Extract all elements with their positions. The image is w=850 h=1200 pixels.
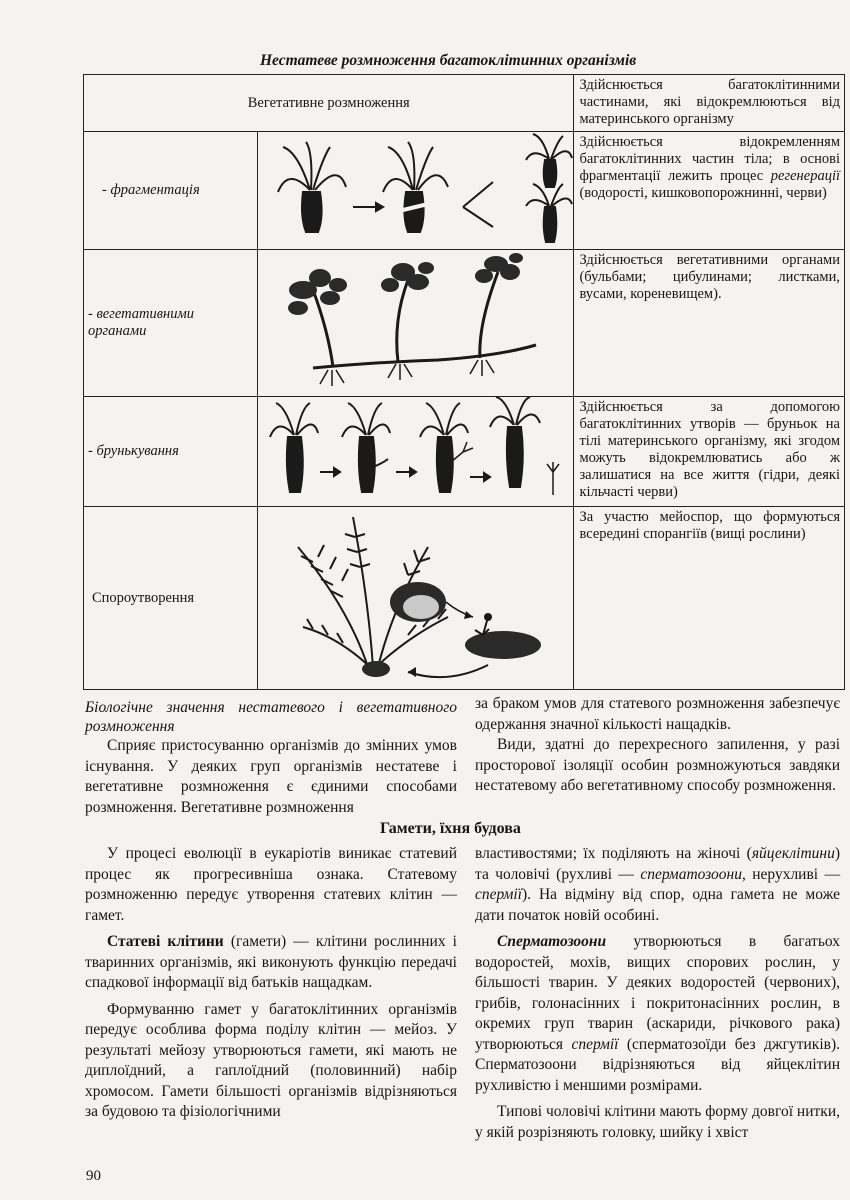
gametes-term-sex-cells: Статеві клітини: [107, 933, 224, 950]
row-sporulation-name: [84, 507, 258, 690]
gametes-right-p1-a: властивостями; їх поділяють на жіночі (: [475, 845, 752, 862]
row-sporulation-label: Спороутворення: [92, 589, 195, 606]
bio-significance-right: [475, 694, 840, 797]
bio-significance-right-p2: Види, здатні до перехресного запилення, у разі просторової ізоляції особин розмножуються завдяки нестатевому або вегетативному способу розмноження.: [475, 736, 840, 794]
bio-significance-left-text: Сприяє пристосуванню організмів до змінних умов існування. У деяких груп організмів нестатеве і вегетативне розмноження є єдиними способами розмноження. Вегетативне розмноження: [85, 737, 457, 816]
row-sporulation-desc: За участю мейоспор, що формуються всередині спорангіїв (вищі рослини): [574, 507, 845, 690]
gametes-right-column: [475, 844, 840, 1143]
gametes-right-p1-e: , нерухливі —: [741, 865, 840, 883]
row-vegetative-name: [84, 75, 574, 132]
row-budding-name: [84, 397, 258, 507]
row-vegetative-label: Вегетативне розмноження: [247, 94, 410, 111]
row-organs-label-1: - вегетативними: [88, 306, 194, 322]
vegetative-organs-illustration: [258, 250, 574, 397]
gametes-left-p2-rest: (гамети) — клітини рослинних і тваринних організмів, які виконують функцію передачі спадкової інформації від батьків нащадкам.: [85, 933, 457, 991]
gametes-term-spermatozoa-bold: Сперматозоони: [497, 933, 607, 950]
row-budding-desc: Здійснюється за допомогою багатоклітинних утворів — бруньок на тілі материнського організму, які згодом можуть відокремлюватись або ж залишатися на все життя (гідри, деякі кільчасті черви): [574, 397, 845, 507]
gametes-term-eggs: яйцеклітини: [751, 845, 835, 862]
gametes-right-p3: Типові чоловічі клітини мають форму довгої нитки, у якій розрізняють головку, шийку і хвіст: [475, 1103, 840, 1141]
stolon-plant-drawing: [258, 250, 573, 395]
row-vegetative-desc: Здійснюється багатоклітинними частинами, які відокремлюються від материнського організму: [574, 75, 845, 132]
bio-significance-right-p1: за браком умов для статевого розмноження забезпечує одержання значної кількості нащадків.: [475, 695, 840, 733]
gametes-right-p1-c: ) та чоловічі (рухливі —: [475, 845, 840, 883]
table-title: Нестатеве розмноження багатоклітинних організмів: [260, 52, 637, 69]
budding-illustration: [258, 397, 574, 507]
sporulation-illustration: [258, 507, 574, 690]
bio-significance-heading: Біологічне значення нестатевого і вегетативного розмноження: [85, 699, 457, 735]
row-fragmentation-label: - фрагментація: [102, 182, 200, 198]
row-fragmentation-name: [84, 132, 258, 250]
fragmentation-desc-a: Здійснюється відокремленням багатоклітинних частин тіла; в основі фрагментації лежить процес: [579, 134, 840, 184]
fragmentation-desc-b: (водорості, кишковопорожнинні, черви): [579, 185, 827, 201]
gametes-right-p2-c: (сперматозоїди без джгутиків). Сперматозоони відрізняються від яйцеклітин рухливістю і меншими розмірами.: [475, 1035, 840, 1094]
gametes-right-p1-g: ). На відміну від спор, одна гамета не може дати початок новій особині.: [475, 886, 840, 924]
row-fragmentation-desc: [574, 132, 845, 250]
gametes-term-spermia-2: спермії: [571, 1035, 619, 1053]
row-organs-desc: Здійснюється вегетативними органами (бульбами; цибулинами; листками, вусами, кореневищем).: [574, 250, 845, 397]
gametes-left-column: [85, 844, 457, 1123]
gametes-heading: Гамети, їхня будова: [380, 820, 521, 837]
hydra-fragmentation-drawing: [258, 132, 573, 248]
fragmentation-illustration: [258, 132, 574, 250]
row-organs-label-2: органами: [88, 323, 147, 339]
gametes-term-spermia: спермії: [475, 886, 522, 903]
gametes-left-p3: Формуванню гамет у багатоклітинних організмів передує особлива форма поділу клітин — мейоз. У результаті мейозу утворюються гамети, які мають не диплоїдний, а гаплоїдний (половинний) набір хромосом. Гамети більшості організмів відрізняються за будовою та фізіологічними: [85, 1000, 457, 1120]
fern-life-cycle-drawing: [258, 507, 573, 688]
page-number: 90: [86, 1168, 101, 1184]
fragmentation-desc-term: регенерації: [770, 168, 840, 184]
reproduction-table: [83, 74, 845, 690]
hydra-budding-drawing: [258, 397, 573, 505]
gametes-right-p2-a: утворюються в багатьох водоростей, мохів, вищих спорових рослин, у більшості тварин. У деяких водоростей (червоних), грибів, голонасінних і покритонасінних рослин, в окремих груп тварин (аскариди, річкового рака) утворюються: [475, 933, 840, 1053]
bio-significance-left: [85, 698, 457, 818]
row-organs-name: [84, 250, 258, 397]
row-budding-label: - брунькування: [88, 443, 179, 459]
gametes-right-p2: [475, 932, 840, 1096]
gametes-left-p1: У процесі еволюції в еукаріотів виникає статевий процес як прогресивніша ознака. Статевому розмноженню передує утворення статевих клітин — гамет.: [85, 845, 457, 924]
gametes-left-p2: [85, 932, 457, 994]
gametes-right-p1: [475, 844, 840, 926]
gametes-term-spermatozoa: сперматозоони: [640, 865, 742, 883]
